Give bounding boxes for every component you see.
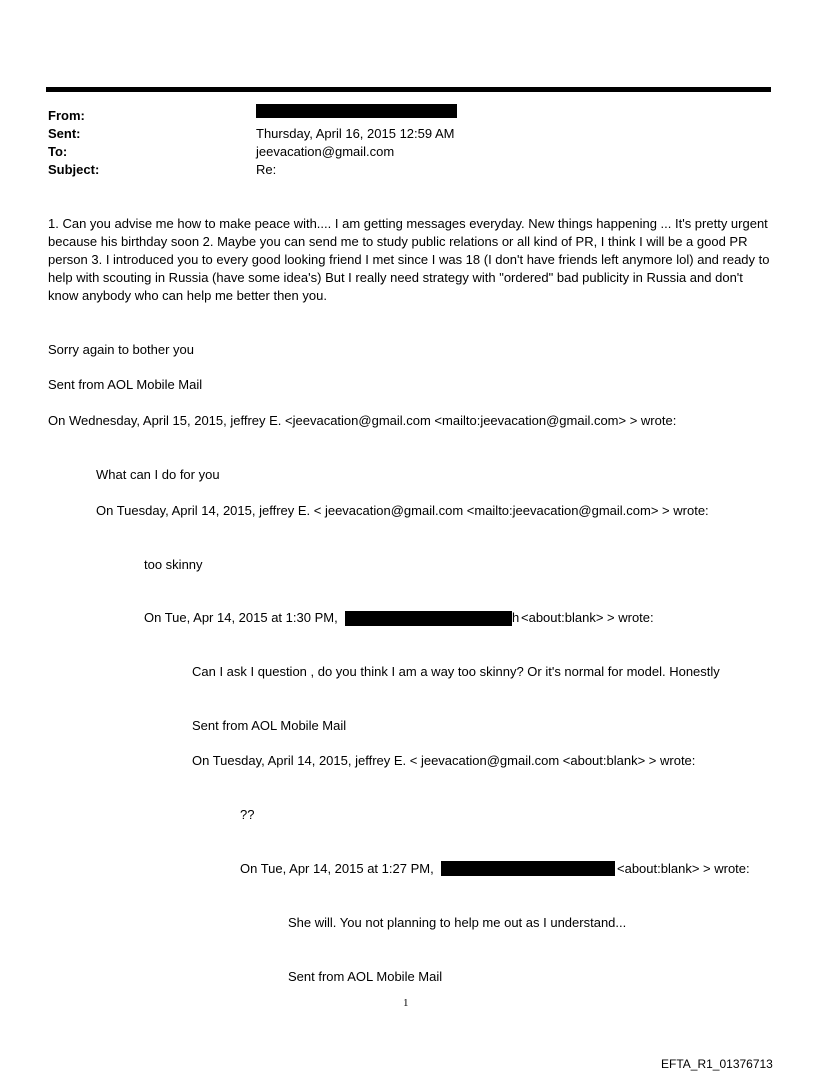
subject-value: Re: [256,162,277,177]
document-id: EFTA_R1_01376713 [661,1057,773,1071]
quoted-reply: too skinny [144,557,203,572]
quote-header-suffix: <about:blank> > wrote: [521,610,654,625]
sent-label: Sent: [48,126,81,141]
apology-line: Sorry again to bother you [48,342,194,357]
quoted-reply: What can I do for you [96,467,220,482]
sender-redaction [441,861,615,876]
from-redaction [256,104,457,118]
quote-header: On Wednesday, April 15, 2015, jeffrey E. <jeevacation@gmail.com <mailto:jeevacation@gmail.com> > wrote: [48,413,677,428]
subject-label: Subject: [48,162,100,177]
signature-line: Sent from AOL Mobile Mail [192,718,347,733]
header-rule [46,87,771,92]
quote-header-suffix: <about:blank> > wrote: [617,861,750,876]
quoted-message: She will. You not planning to help me out as I understand... [288,915,627,930]
sent-value: Thursday, April 16, 2015 12:59 AM [256,126,455,141]
quote-header: On Tuesday, April 14, 2015, jeffrey E. < jeevacation@gmail.com <mailto:jeevacation@gmail.com> > wrote: [96,503,709,518]
page-number: 1 [403,997,409,1009]
redaction-trailing-char: h [512,610,520,625]
to-label: To: [48,144,68,159]
quoted-reply: ?? [240,807,255,822]
from-label: From: [48,108,85,123]
signature-line: Sent from AOL Mobile Mail [288,969,443,984]
quote-header-prefix: On Tue, Apr 14, 2015 at 1:30 PM, [144,610,338,625]
signature-line: Sent from AOL Mobile Mail [48,377,203,392]
quoted-message: Can I ask I question , do you think I am a way too skinny? Or it's normal for model. Honestly [192,664,720,679]
quote-header-prefix: On Tue, Apr 14, 2015 at 1:27 PM, [240,861,434,876]
body-paragraph: 1. Can you advise me how to make peace with.... I am getting messages everyday. New things happening ... It's pretty urgent because his birthday soon 2. Maybe you can send me to study public relations or all kind of PR, I think I will be a good PR person 3. I introduced you to every good looking friend I met since I was 18 (I don't have friends left anymore lol) and ready to help with scouting in Russia (have some idea's) But I really need strategy with "ordered" bad publicity in Russia and don't know anybody who can help me better then you. [48,216,770,303]
quote-header: On Tuesday, April 14, 2015, jeffrey E. < jeevacation@gmail.com <about:blank> > wrote: [192,753,696,768]
to-value: jeevacation@gmail.com [256,144,395,159]
sender-redaction [345,611,512,626]
